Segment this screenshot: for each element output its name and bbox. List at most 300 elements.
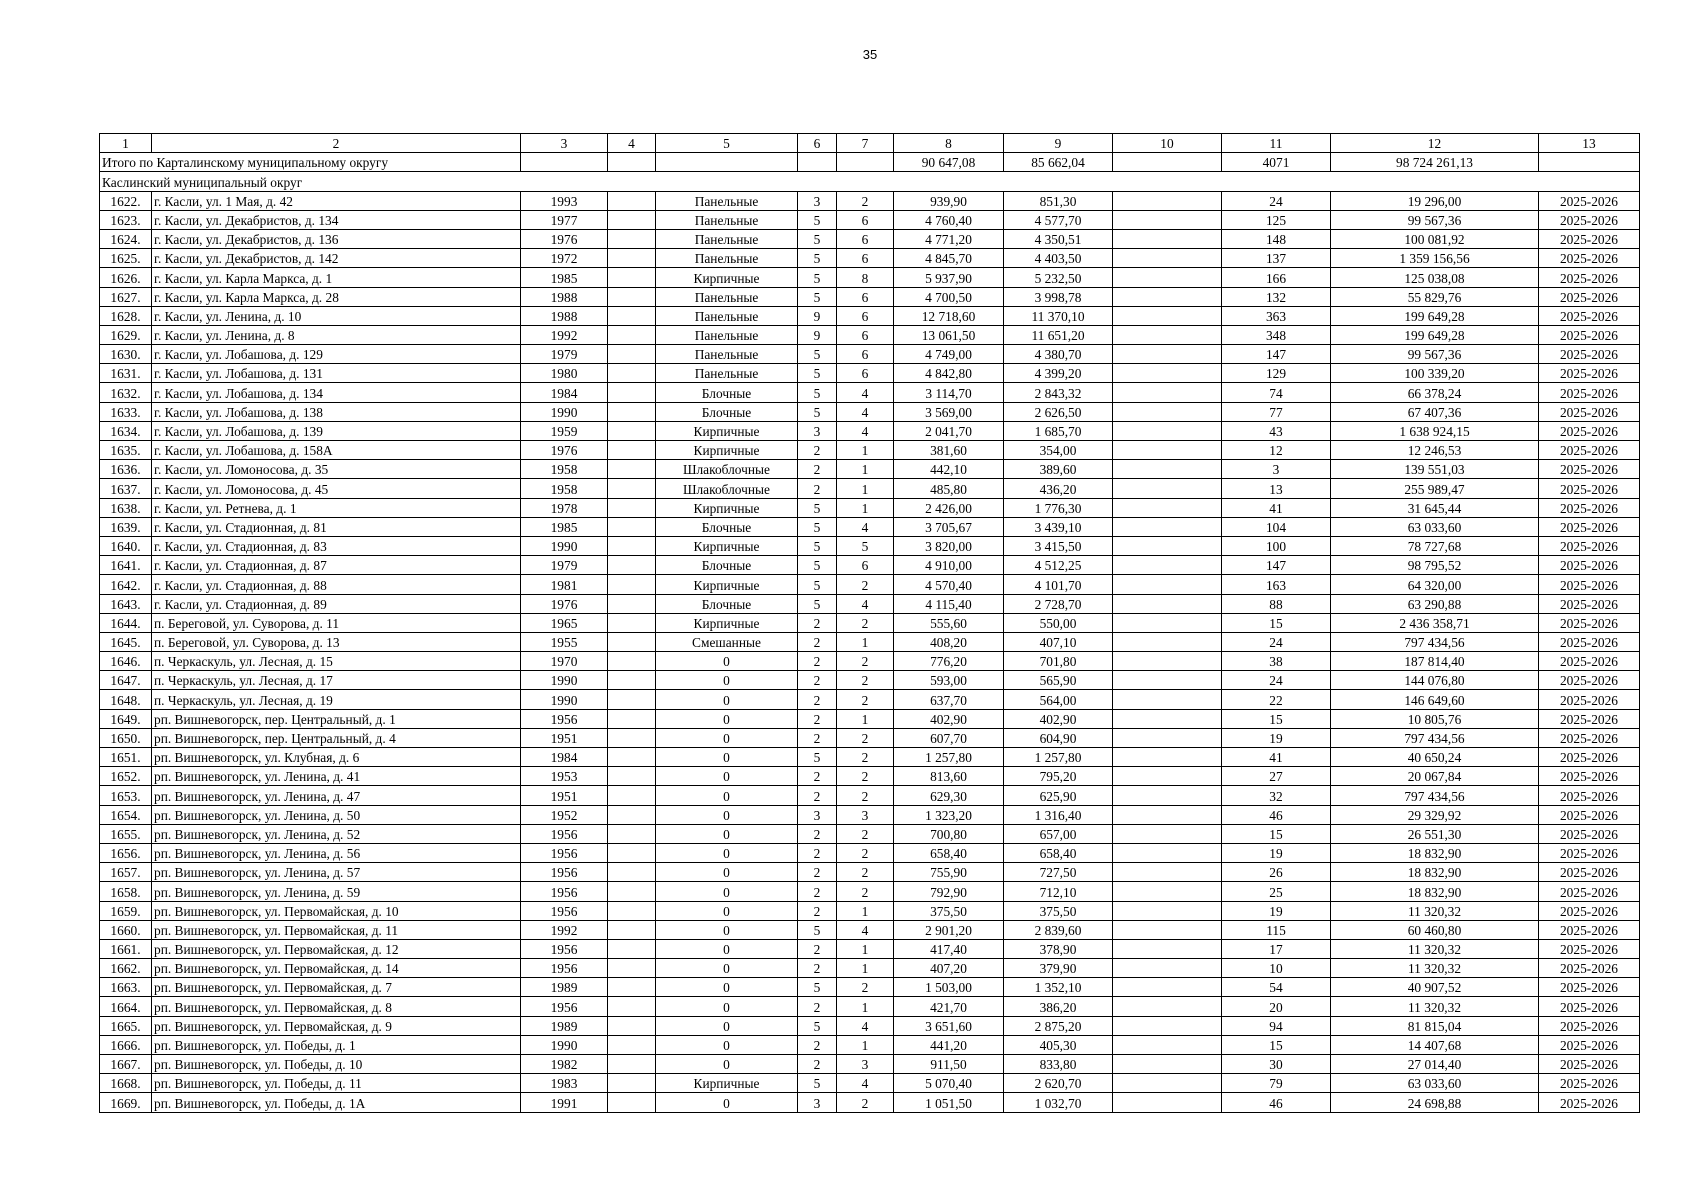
address-cell: рп. Вишневогорск, ул. Победы, д. 1	[152, 1035, 521, 1054]
build-year-cell: 1992	[521, 325, 608, 344]
residents-cell: 137	[1222, 249, 1331, 268]
address-cell: рп. Вишневогорск, ул. Клубная, д. 6	[152, 748, 521, 767]
period-cell: 2025-2026	[1539, 748, 1640, 767]
total-area-cell: 4 845,70	[894, 249, 1004, 268]
wall-material-cell: 0	[656, 978, 798, 997]
floors-cell: 2	[798, 843, 837, 862]
cost-cell: 144 076,80	[1331, 671, 1539, 690]
address-cell: рп. Вишневогорск, ул. Первомайская, д. 14	[152, 959, 521, 978]
cost-cell: 18 832,90	[1331, 843, 1539, 862]
table-row	[100, 728, 1640, 747]
table-row	[100, 613, 1640, 632]
build-year-cell: 1956	[521, 939, 608, 958]
total-area-cell: 4 570,40	[894, 575, 1004, 594]
row-number-cell: 1666.	[100, 1035, 152, 1054]
cost-cell: 66 378,24	[1331, 383, 1539, 402]
row-number-cell: 1648.	[100, 690, 152, 709]
col-4-cell	[608, 594, 656, 613]
table-row	[100, 1035, 1640, 1054]
wall-material-cell: 0	[656, 824, 798, 843]
total-area-cell: 813,60	[894, 767, 1004, 786]
col-header: 7	[837, 134, 894, 153]
residents-cell: 22	[1222, 690, 1331, 709]
living-area-cell: 658,40	[1004, 843, 1113, 862]
residents-cell: 94	[1222, 1016, 1331, 1035]
entrances-cell: 4	[837, 383, 894, 402]
total-area-cell: 658,40	[894, 843, 1004, 862]
floors-cell: 5	[798, 402, 837, 421]
period-cell: 2025-2026	[1539, 728, 1640, 747]
total-area-cell: 3 820,00	[894, 536, 1004, 555]
floors-cell: 5	[798, 517, 837, 536]
residents-cell: 24	[1222, 191, 1331, 210]
col-10-cell	[1113, 805, 1222, 824]
col-header: 13	[1539, 134, 1640, 153]
row-number-cell: 1645.	[100, 632, 152, 651]
col-4-cell	[608, 1035, 656, 1054]
build-year-cell: 1959	[521, 421, 608, 440]
period-cell: 2025-2026	[1539, 517, 1640, 536]
living-area-cell: 2 626,50	[1004, 402, 1113, 421]
row-number-cell: 1635.	[100, 441, 152, 460]
col-4-cell	[608, 690, 656, 709]
row-number-cell: 1637.	[100, 479, 152, 498]
total-area-cell: 421,70	[894, 997, 1004, 1016]
table-row	[100, 690, 1640, 709]
total-area-cell: 5 070,40	[894, 1074, 1004, 1093]
period-cell: 2025-2026	[1539, 978, 1640, 997]
entrances-cell: 4	[837, 517, 894, 536]
total-area-cell: 381,60	[894, 441, 1004, 460]
table-row	[100, 748, 1640, 767]
table-row	[100, 498, 1640, 517]
table-row	[100, 709, 1640, 728]
period-cell: 2025-2026	[1539, 709, 1640, 728]
cost-cell: 60 460,80	[1331, 920, 1539, 939]
housing-register-table	[99, 133, 1640, 1113]
total-area-cell: 5 937,90	[894, 268, 1004, 287]
table-row	[100, 786, 1640, 805]
col-4-cell	[608, 939, 656, 958]
living-area-cell: 375,50	[1004, 901, 1113, 920]
address-cell: п. Черкаскуль, ул. Лесная, д. 17	[152, 671, 521, 690]
wall-material-cell: Кирпичные	[656, 441, 798, 460]
floors-cell: 2	[798, 882, 837, 901]
table-row	[100, 959, 1640, 978]
period-cell: 2025-2026	[1539, 460, 1640, 479]
entrances-cell: 1	[837, 959, 894, 978]
residents-cell: 79	[1222, 1074, 1331, 1093]
wall-material-cell: Панельные	[656, 249, 798, 268]
col-4-cell	[608, 268, 656, 287]
period-cell: 2025-2026	[1539, 441, 1640, 460]
living-area-cell: 625,90	[1004, 786, 1113, 805]
address-cell: г. Касли, ул. Стадионная, д. 87	[152, 556, 521, 575]
total-area-cell: 3 114,70	[894, 383, 1004, 402]
entrances-cell: 6	[837, 210, 894, 229]
address-cell: г. Касли, ул. Ретнева, д. 1	[152, 498, 521, 517]
residents-cell: 74	[1222, 383, 1331, 402]
residents-cell: 17	[1222, 939, 1331, 958]
build-year-cell: 1958	[521, 479, 608, 498]
total-area-cell: 911,50	[894, 1055, 1004, 1074]
total-area-cell: 402,90	[894, 709, 1004, 728]
cost-cell: 27 014,40	[1331, 1055, 1539, 1074]
wall-material-cell: Кирпичные	[656, 421, 798, 440]
cost-cell: 100 081,92	[1331, 229, 1539, 248]
floors-cell: 2	[798, 632, 837, 651]
cost-cell: 67 407,36	[1331, 402, 1539, 421]
total-area-cell: 4 842,80	[894, 364, 1004, 383]
table-row	[100, 479, 1640, 498]
row-number-cell: 1631.	[100, 364, 152, 383]
period-cell: 2025-2026	[1539, 613, 1640, 632]
total-area-cell: 593,00	[894, 671, 1004, 690]
cost-cell: 98 795,52	[1331, 556, 1539, 575]
living-area-cell: 354,00	[1004, 441, 1113, 460]
col-4-cell	[608, 421, 656, 440]
living-area-cell: 1 685,70	[1004, 421, 1113, 440]
col-10-cell	[1113, 460, 1222, 479]
living-area-cell: 407,10	[1004, 632, 1113, 651]
residents-cell: 15	[1222, 613, 1331, 632]
residents-cell: 38	[1222, 652, 1331, 671]
entrances-cell: 1	[837, 441, 894, 460]
row-number-cell: 1657.	[100, 863, 152, 882]
floors-cell: 2	[798, 959, 837, 978]
row-number-cell: 1629.	[100, 325, 152, 344]
living-area-cell: 405,30	[1004, 1035, 1113, 1054]
table-row	[100, 997, 1640, 1016]
col-header: 1	[100, 134, 152, 153]
period-cell: 2025-2026	[1539, 901, 1640, 920]
entrances-cell: 6	[837, 249, 894, 268]
col-10-cell	[1113, 383, 1222, 402]
total-label: Итого по Карталинскому муниципальному округу	[100, 153, 521, 172]
build-year-cell: 1982	[521, 1055, 608, 1074]
table-row	[100, 939, 1640, 958]
table-row	[100, 767, 1640, 786]
cost-cell: 100 339,20	[1331, 364, 1539, 383]
residents-cell: 54	[1222, 978, 1331, 997]
table-row	[100, 306, 1640, 325]
total-area-cell: 1 323,20	[894, 805, 1004, 824]
wall-material-cell: 0	[656, 652, 798, 671]
period-cell: 2025-2026	[1539, 383, 1640, 402]
floors-cell: 5	[798, 249, 837, 268]
living-area-cell: 4 512,25	[1004, 556, 1113, 575]
row-number-cell: 1668.	[100, 1074, 152, 1093]
floors-cell: 5	[798, 556, 837, 575]
build-year-cell: 1978	[521, 498, 608, 517]
table-row	[100, 978, 1640, 997]
table-cell	[1539, 153, 1640, 172]
wall-material-cell: 0	[656, 1055, 798, 1074]
build-year-cell: 1985	[521, 517, 608, 536]
table-cell	[1113, 153, 1222, 172]
col-header: 10	[1113, 134, 1222, 153]
page-number: 35	[862, 47, 878, 62]
floors-cell: 5	[798, 536, 837, 555]
col-10-cell	[1113, 479, 1222, 498]
build-year-cell: 1990	[521, 402, 608, 421]
col-4-cell	[608, 1016, 656, 1035]
build-year-cell: 1985	[521, 268, 608, 287]
cost-cell: 797 434,56	[1331, 786, 1539, 805]
row-number-cell: 1643.	[100, 594, 152, 613]
row-number-cell: 1642.	[100, 575, 152, 594]
col-4-cell	[608, 556, 656, 575]
wall-material-cell: 0	[656, 901, 798, 920]
entrances-cell: 4	[837, 1074, 894, 1093]
living-area-cell: 701,80	[1004, 652, 1113, 671]
period-cell: 2025-2026	[1539, 191, 1640, 210]
total-area-cell: 407,20	[894, 959, 1004, 978]
col-10-cell	[1113, 556, 1222, 575]
col-4-cell	[608, 306, 656, 325]
wall-material-cell: Кирпичные	[656, 613, 798, 632]
wall-material-cell: 0	[656, 863, 798, 882]
cost-cell: 11 320,32	[1331, 997, 1539, 1016]
col-4-cell	[608, 959, 656, 978]
col-10-cell	[1113, 901, 1222, 920]
col-10-cell	[1113, 671, 1222, 690]
entrances-cell: 2	[837, 613, 894, 632]
col-header: 2	[152, 134, 521, 153]
col-10-cell	[1113, 402, 1222, 421]
living-area-cell: 565,90	[1004, 671, 1113, 690]
wall-material-cell: 0	[656, 786, 798, 805]
cost-cell: 11 320,32	[1331, 959, 1539, 978]
entrances-cell: 4	[837, 402, 894, 421]
period-cell: 2025-2026	[1539, 805, 1640, 824]
build-year-cell: 1970	[521, 652, 608, 671]
entrances-cell: 2	[837, 863, 894, 882]
wall-material-cell: Блочные	[656, 556, 798, 575]
cost-cell: 139 551,03	[1331, 460, 1539, 479]
floors-cell: 5	[798, 383, 837, 402]
period-cell: 2025-2026	[1539, 556, 1640, 575]
living-area-cell: 550,00	[1004, 613, 1113, 632]
residents-cell: 26	[1222, 863, 1331, 882]
residents-cell: 104	[1222, 517, 1331, 536]
residents-cell: 100	[1222, 536, 1331, 555]
living-area-cell: 4 380,70	[1004, 345, 1113, 364]
col-4-cell	[608, 498, 656, 517]
col-10-cell	[1113, 1093, 1222, 1112]
table-row	[100, 383, 1640, 402]
floors-cell: 5	[798, 210, 837, 229]
living-area-cell: 402,90	[1004, 709, 1113, 728]
floors-cell: 2	[798, 1055, 837, 1074]
col-4-cell	[608, 402, 656, 421]
period-cell: 2025-2026	[1539, 594, 1640, 613]
build-year-cell: 1993	[521, 191, 608, 210]
build-year-cell: 1979	[521, 345, 608, 364]
living-area-cell: 1 032,70	[1004, 1093, 1113, 1112]
wall-material-cell: 0	[656, 997, 798, 1016]
col-4-cell	[608, 632, 656, 651]
period-cell: 2025-2026	[1539, 824, 1640, 843]
period-cell: 2025-2026	[1539, 863, 1640, 882]
col-10-cell	[1113, 690, 1222, 709]
col-10-cell	[1113, 594, 1222, 613]
cost-cell: 29 329,92	[1331, 805, 1539, 824]
living-area-cell: 4 101,70	[1004, 575, 1113, 594]
floors-cell: 5	[798, 978, 837, 997]
build-year-cell: 1976	[521, 594, 608, 613]
wall-material-cell: 0	[656, 805, 798, 824]
row-number-cell: 1633.	[100, 402, 152, 421]
floors-cell: 2	[798, 613, 837, 632]
cost-cell: 81 815,04	[1331, 1016, 1539, 1035]
residents-cell: 163	[1222, 575, 1331, 594]
total-area-cell: 408,20	[894, 632, 1004, 651]
total-area-cell: 2 901,20	[894, 920, 1004, 939]
residents-cell: 363	[1222, 306, 1331, 325]
col-4-cell	[608, 325, 656, 344]
row-number-cell: 1638.	[100, 498, 152, 517]
entrances-cell: 4	[837, 421, 894, 440]
living-area-cell: 2 843,32	[1004, 383, 1113, 402]
cost-cell: 55 829,76	[1331, 287, 1539, 306]
residents-cell: 13	[1222, 479, 1331, 498]
wall-material-cell: Блочные	[656, 517, 798, 536]
address-cell: г. Касли, ул. Декабристов, д. 136	[152, 229, 521, 248]
col-10-cell	[1113, 1074, 1222, 1093]
entrances-cell: 2	[837, 652, 894, 671]
period-cell: 2025-2026	[1539, 690, 1640, 709]
col-10-cell	[1113, 536, 1222, 555]
entrances-cell: 2	[837, 767, 894, 786]
cost-cell: 99 567,36	[1331, 210, 1539, 229]
total-area-cell: 485,80	[894, 479, 1004, 498]
wall-material-cell: 0	[656, 1016, 798, 1035]
wall-material-cell: 0	[656, 882, 798, 901]
living-area-cell: 2 839,60	[1004, 920, 1113, 939]
living-area-cell: 436,20	[1004, 479, 1113, 498]
wall-material-cell: 0	[656, 728, 798, 747]
living-area-cell: 1 257,80	[1004, 748, 1113, 767]
address-cell: рп. Вишневогорск, ул. Первомайская, д. 7	[152, 978, 521, 997]
wall-material-cell: 0	[656, 709, 798, 728]
total-area-cell: 375,50	[894, 901, 1004, 920]
build-year-cell: 1989	[521, 1016, 608, 1035]
col-10-cell	[1113, 1035, 1222, 1054]
wall-material-cell: 0	[656, 959, 798, 978]
col-4-cell	[608, 997, 656, 1016]
col-4-cell	[608, 1074, 656, 1093]
row-number-cell: 1656.	[100, 843, 152, 862]
table-cell	[837, 153, 894, 172]
build-year-cell: 1989	[521, 978, 608, 997]
total-area-cell: 1 257,80	[894, 748, 1004, 767]
living-area-cell: 657,00	[1004, 824, 1113, 843]
cost-cell: 1 638 924,15	[1331, 421, 1539, 440]
residents-cell: 166	[1222, 268, 1331, 287]
entrances-cell: 1	[837, 709, 894, 728]
wall-material-cell: Панельные	[656, 364, 798, 383]
living-area-cell: 11 651,20	[1004, 325, 1113, 344]
table-row	[100, 901, 1640, 920]
col-4-cell	[608, 575, 656, 594]
table-row	[100, 594, 1640, 613]
wall-material-cell: 0	[656, 767, 798, 786]
cost-cell: 797 434,56	[1331, 632, 1539, 651]
cost-cell: 99 567,36	[1331, 345, 1539, 364]
table-row	[100, 402, 1640, 421]
build-year-cell: 1956	[521, 843, 608, 862]
row-number-cell: 1640.	[100, 536, 152, 555]
row-number-cell: 1625.	[100, 249, 152, 268]
total-row	[100, 153, 1640, 172]
build-year-cell: 1979	[521, 556, 608, 575]
entrances-cell: 1	[837, 632, 894, 651]
row-number-cell: 1650.	[100, 728, 152, 747]
build-year-cell: 1956	[521, 959, 608, 978]
col-10-cell	[1113, 728, 1222, 747]
entrances-cell: 1	[837, 1035, 894, 1054]
build-year-cell: 1972	[521, 249, 608, 268]
period-cell: 2025-2026	[1539, 671, 1640, 690]
col-4-cell	[608, 728, 656, 747]
address-cell: рп. Вишневогорск, пер. Центральный, д. 4	[152, 728, 521, 747]
total-area-cell: 700,80	[894, 824, 1004, 843]
address-cell: п. Черкаскуль, ул. Лесная, д. 19	[152, 690, 521, 709]
total-living-area: 85 662,04	[1004, 153, 1113, 172]
entrances-cell: 1	[837, 498, 894, 517]
entrances-cell: 2	[837, 728, 894, 747]
row-number-cell: 1623.	[100, 210, 152, 229]
col-4-cell	[608, 882, 656, 901]
col-header: 8	[894, 134, 1004, 153]
col-header: 9	[1004, 134, 1113, 153]
col-4-cell	[608, 671, 656, 690]
floors-cell: 5	[798, 287, 837, 306]
floors-cell: 3	[798, 421, 837, 440]
address-cell: г. Касли, ул. Стадионная, д. 88	[152, 575, 521, 594]
cost-cell: 1 359 156,56	[1331, 249, 1539, 268]
cost-cell: 10 805,76	[1331, 709, 1539, 728]
wall-material-cell: Блочные	[656, 402, 798, 421]
residents-cell: 115	[1222, 920, 1331, 939]
build-year-cell: 1990	[521, 671, 608, 690]
address-cell: г. Касли, ул. Стадионная, д. 83	[152, 536, 521, 555]
table-row	[100, 229, 1640, 248]
build-year-cell: 1991	[521, 1093, 608, 1112]
col-header: 5	[656, 134, 798, 153]
col-4-cell	[608, 748, 656, 767]
entrances-cell: 2	[837, 978, 894, 997]
table-cell	[521, 153, 608, 172]
row-number-cell: 1636.	[100, 460, 152, 479]
build-year-cell: 1956	[521, 709, 608, 728]
residents-cell: 41	[1222, 748, 1331, 767]
build-year-cell: 1990	[521, 536, 608, 555]
period-cell: 2025-2026	[1539, 479, 1640, 498]
total-area-cell: 2 041,70	[894, 421, 1004, 440]
wall-material-cell: Панельные	[656, 325, 798, 344]
period-cell: 2025-2026	[1539, 1035, 1640, 1054]
col-4-cell	[608, 287, 656, 306]
entrances-cell: 6	[837, 325, 894, 344]
address-cell: г. Касли, ул. Лобашова, д. 129	[152, 345, 521, 364]
residents-cell: 19	[1222, 728, 1331, 747]
col-header: 4	[608, 134, 656, 153]
residents-cell: 348	[1222, 325, 1331, 344]
table-row	[100, 920, 1640, 939]
total-area-cell: 4 771,20	[894, 229, 1004, 248]
